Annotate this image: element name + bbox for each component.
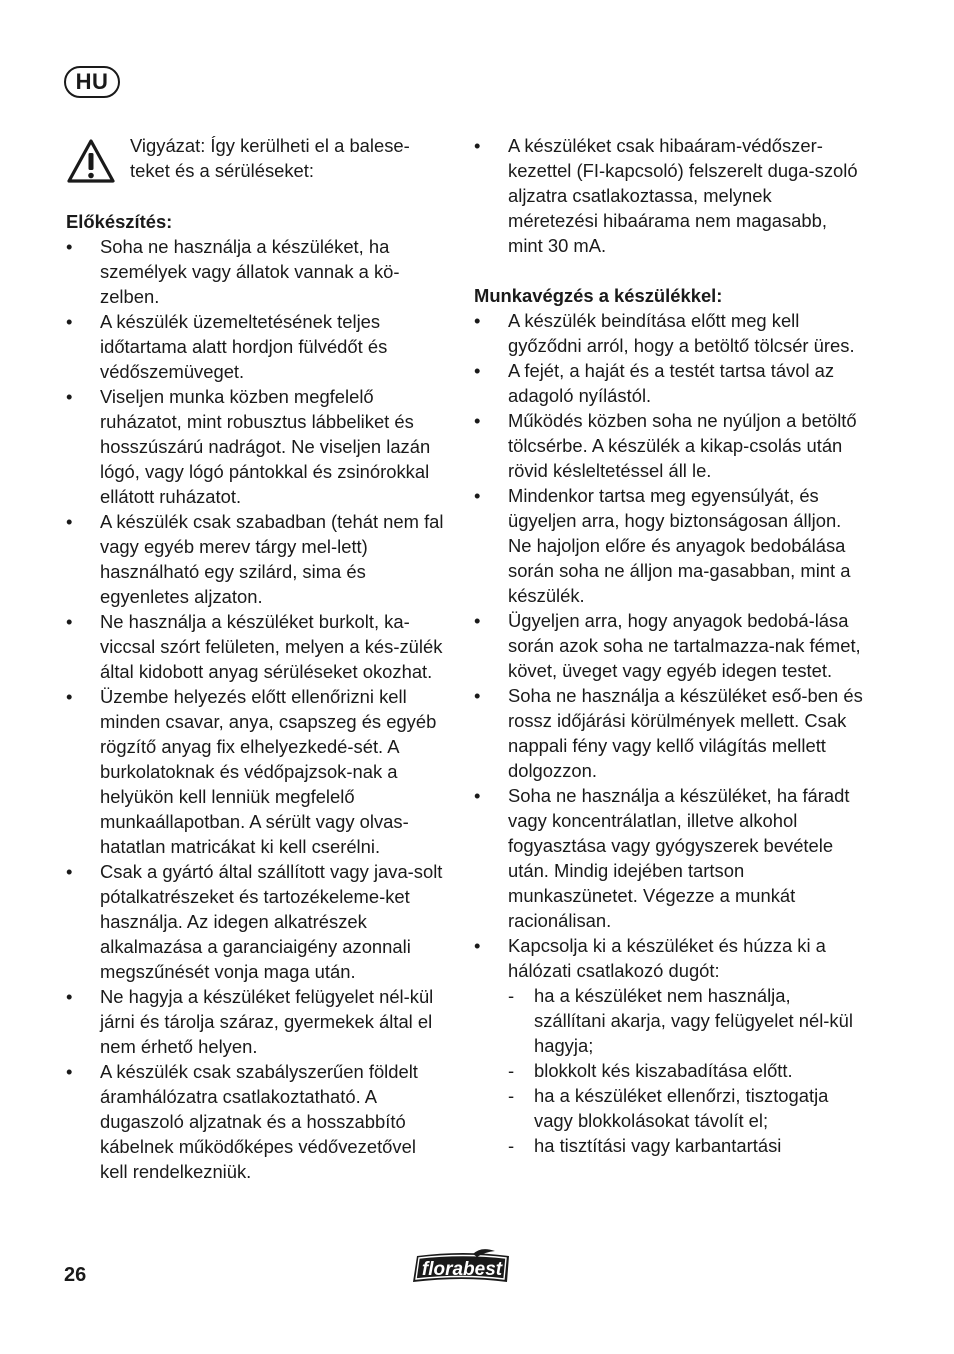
list-item: • A készülék csak szabadban (tehát nem fal vagy egyéb merev tárgy mel-lett) használható egy szilárd, sima és egyenletes aljzaton.	[66, 511, 444, 607]
svg-text:florabest: florabest	[421, 1259, 503, 1280]
continued-list	[474, 133, 866, 258]
list-item: • Ne hagyja a készüléket felügyelet nél-kül járni és tárolja száraz, gyermekek által el nem érhető helyen.	[66, 986, 434, 1057]
sub-list-item: - ha a készüléket nem használja, szállítani akarja, vagy felügyelet nél-kül hagyja;	[508, 985, 853, 1056]
florabest-logo	[411, 1248, 515, 1286]
list-item: • Soha ne használja a készüléket eső-ben és rossz időjárási körülmények mellett. Csak nappali fény vagy kellő világítás mellett dolgozzon.	[474, 685, 863, 781]
list-item: • Kapcsolja ki a készüléket és húzza ki a hálózati csatlakozó dugót: - ha a készüléket nem használja, szállítani akarja, vagy felügyelet nél-kül hagyja; - blokkolt kés kiszabadítása előtt. - ha a készüléket ellenőrzi, tisztogatja vagy blokkolásokat távolít el; - ha tisztítási vagy karbantartási	[474, 933, 866, 1158]
right-column	[474, 133, 866, 1158]
list-item: • Üzembe helyezés előtt ellenőrizni kell minden csavar, anya, csapszeg és egyéb rögzítő anyag fix elhelyezkedé-sét. A burkolatoknak és védőpajzsok-nak a helyükön kell lenniük megfelelő munkaállapotban. A sérült vagy olvas-hatatlan matricákat ki kell cserélni.	[66, 686, 437, 857]
sub-list-item: - ha a készüléket ellenőrzi, tisztogatja vagy blokkolásokat távolít el;	[508, 1085, 829, 1131]
preparation-list	[66, 234, 448, 1184]
language-badge: HU	[64, 66, 120, 98]
section-heading-preparation: Előkészítés:	[66, 211, 173, 232]
warning-block	[66, 133, 448, 184]
list-item: • Ne használja a készüléket burkolt, ka-viccsal szórt felületen, melyen a kés-zülék által kidobott anyag sérüléseket okozhat.	[66, 611, 443, 682]
list-item: • A készülék csak szabályszerűen földelt áramhálózatra csatlakoztatható. A dugaszoló aljzatnak és a hosszabbító kábelnek működőképes védővezetővel kell rendelkezniük.	[66, 1061, 418, 1182]
left-column	[66, 133, 448, 1184]
sub-list	[508, 983, 866, 1158]
warning-text: Vigyázat: Így kerülheti el a balese-teket és a sérüléseket:	[130, 135, 410, 181]
list-item: • A készülék beindítása előtt meg kell győződni arról, hogy a betöltő tölcsér üres.	[474, 310, 855, 356]
sub-list-item: - ha tisztítási vagy karbantartási	[508, 1135, 782, 1156]
list-item: • Ügyeljen arra, hogy anyagok bedobá-lása során azok soha ne tartalmazza-nak fémet, követ, üveget vagy egyéb idegen testet.	[474, 610, 861, 681]
list-item: • A készülék üzemeltetésének teljes időtartama alatt hordjon fülvédőt és védőszemüveget.	[66, 311, 388, 382]
list-item: • Viseljen munka közben megfelelő ruházatot, mint robusztus lábbeliket és hosszúszárú nadrágot. Ne viseljen lazán lógó, vagy lógó pántokkal és zsinórokkal ellátott ruházatot.	[66, 386, 431, 507]
list-item: • Soha ne használja a készüléket, ha személyek vagy állatok vannak a kö-zelben.	[66, 236, 400, 307]
list-item: • A készüléket csak hibaáram-védőszer-kezettel (FI-kapcsoló) felszerelt duga-szoló aljzatra csatlakoztassa, melynek méretezési hibaárama nem magasabb, mint 30 mA.	[474, 135, 858, 256]
list-item: • Soha ne használja a készüléket, ha fáradt vagy koncentrálatlan, illetve alkohol fogyasztása vagy gyógyszerek bevétele után. Mindig idejében tartson munkaszünetet. Végezze a munkát racionálisan.	[474, 785, 850, 931]
list-item: • Működés közben soha ne nyúljon a betöltő tölcsérbe. A készülék a kikap-csolás után rövid késleltetéssel áll le.	[474, 410, 857, 481]
section-heading-operation: Munkavégzés a készülékkel:	[474, 285, 723, 306]
list-item: • A fejét, a haját és a testét tartsa távol az adagoló nyílástól.	[474, 360, 835, 406]
page-number: 26	[64, 1264, 87, 1286]
list-item: • Csak a gyártó által szállított vagy java-solt pótalkatrészeket és tartozékeleme-ket használja. Az idegen alkatrészek alkalmazása a garanciaigény azonnali megszűnését vonja maga után.	[66, 861, 443, 982]
sub-list-item: - blokkolt kés kiszabadítása előtt.	[508, 1060, 793, 1081]
list-item: • Mindenkor tartsa meg egyensúlyát, és ügyeljen arra, hogy biztonságosan álljon. Ne hajoljon előre és anyagok bedobálása során soha ne álljon ma-gasabban, mint a készülék.	[474, 485, 851, 606]
warning-triangle-icon	[66, 138, 116, 184]
operation-list	[474, 308, 866, 1158]
